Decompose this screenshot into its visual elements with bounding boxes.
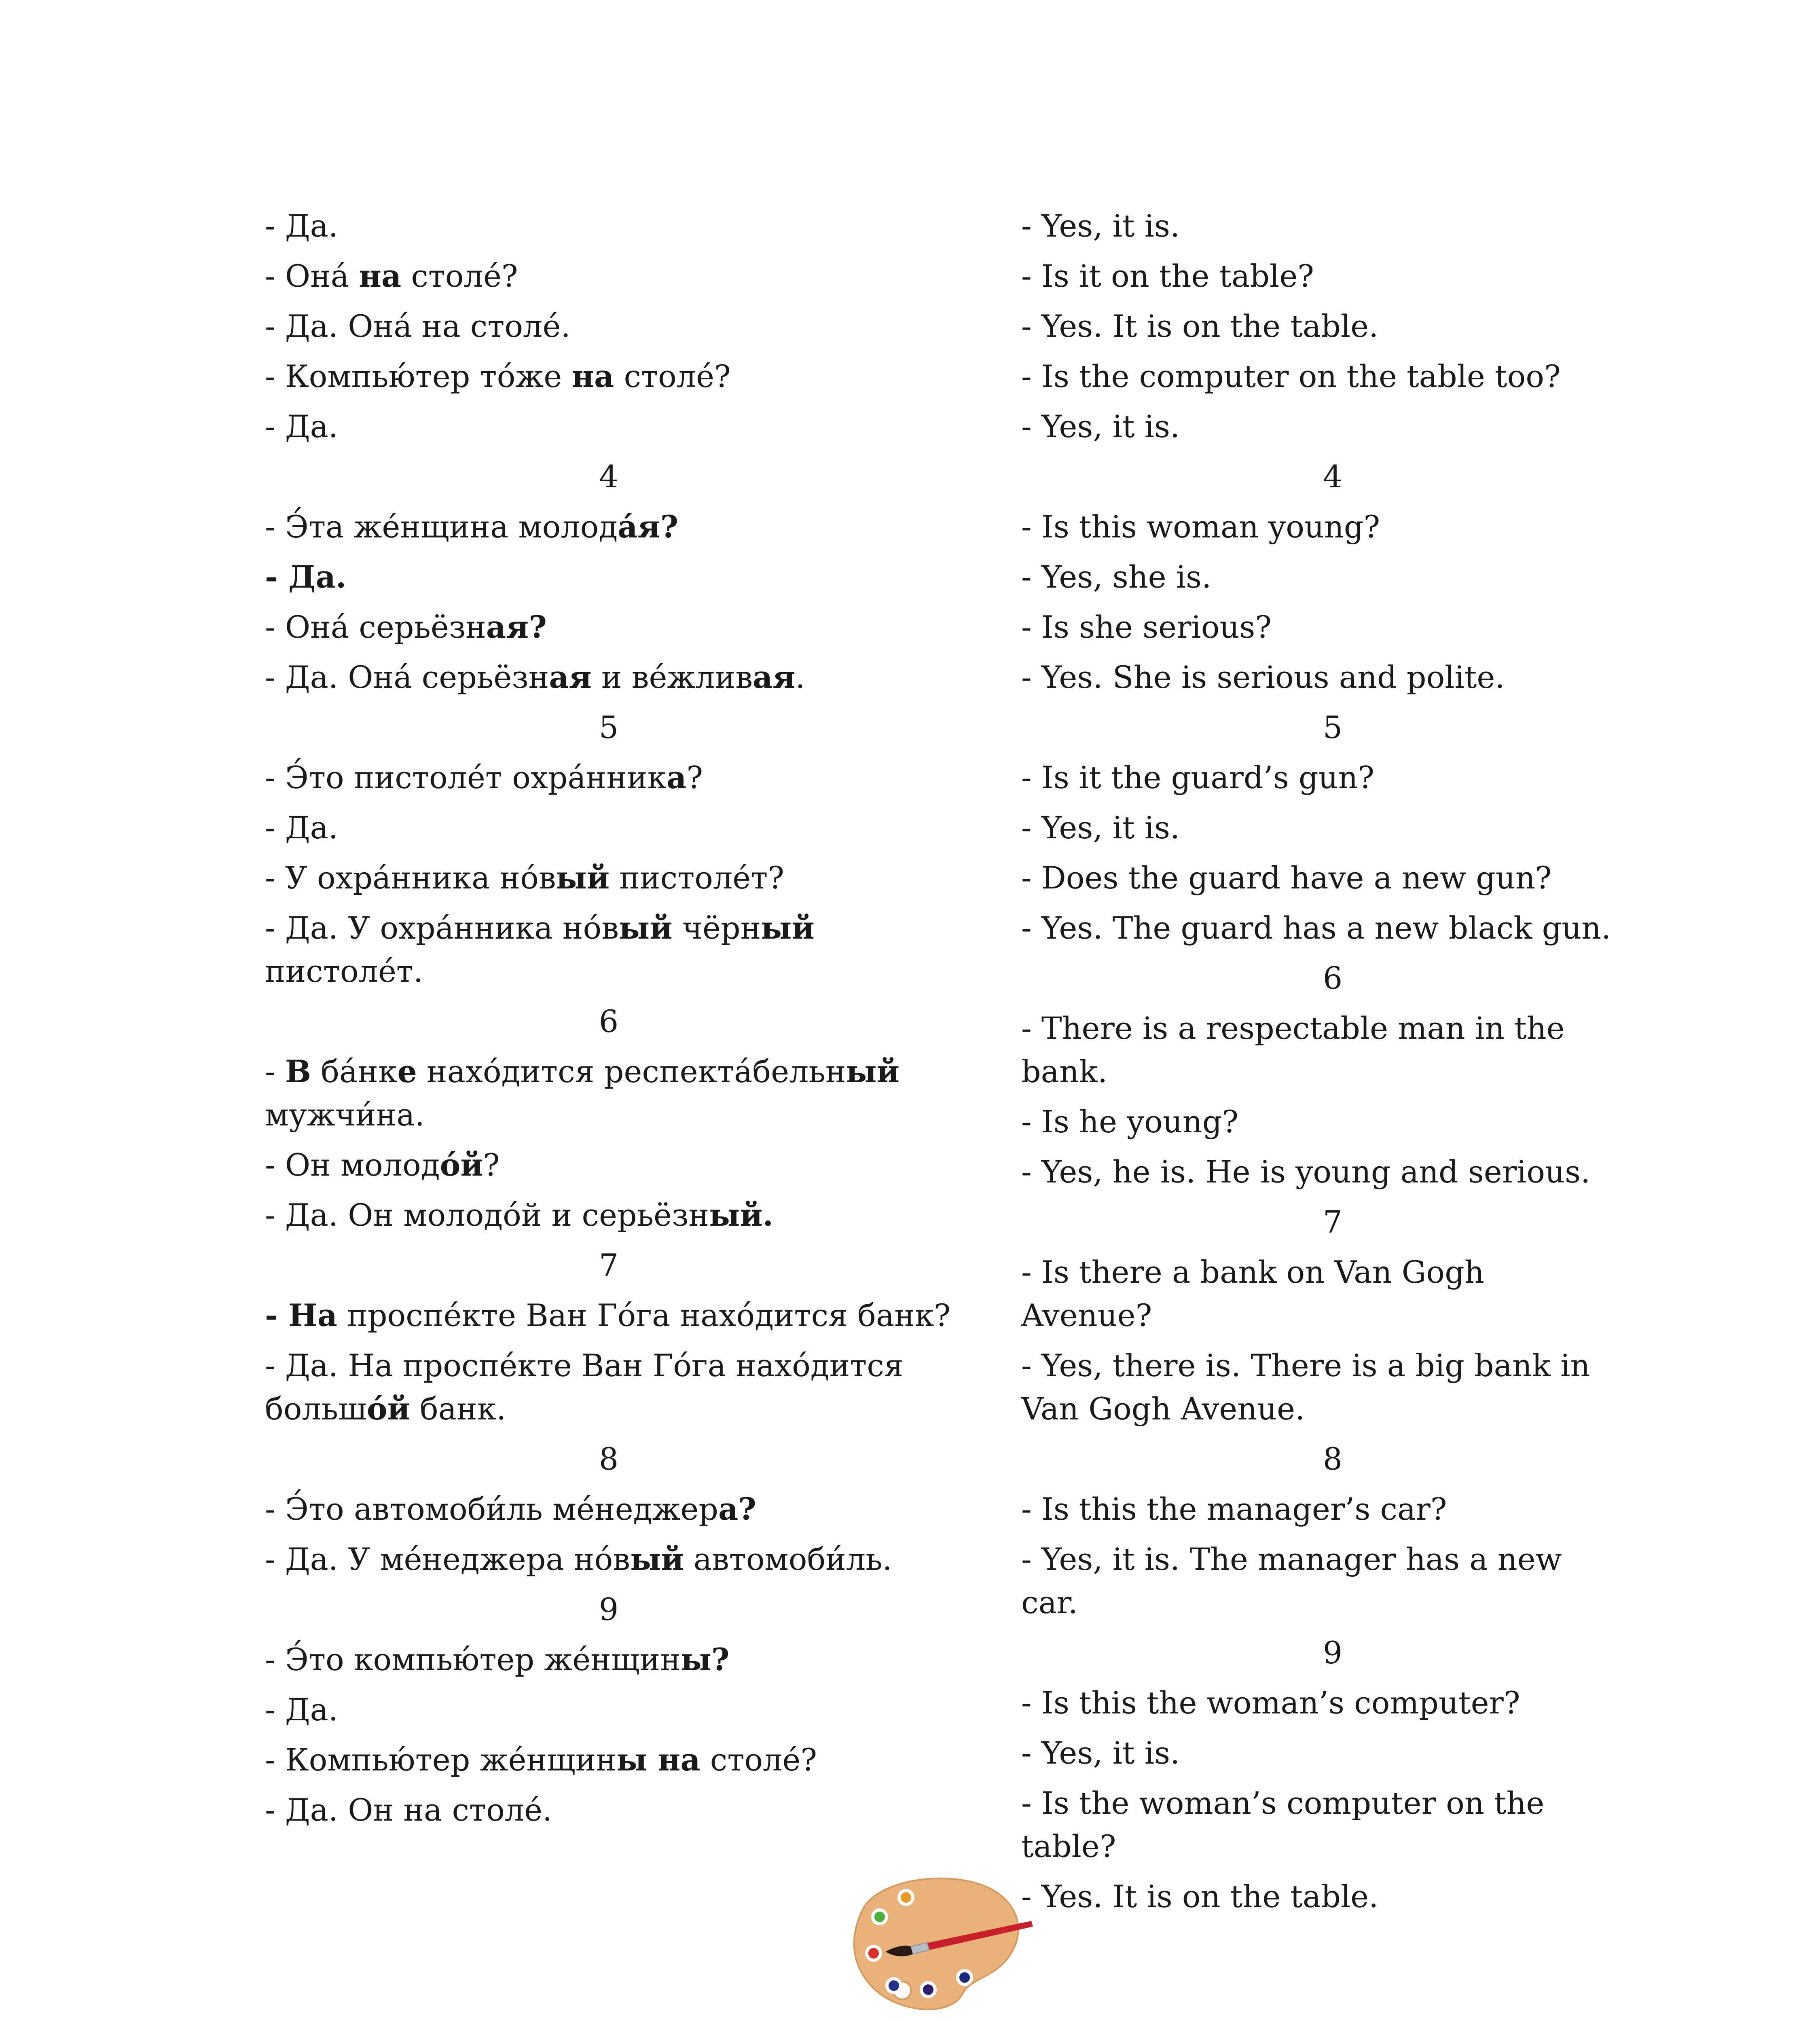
text-run: 4	[1323, 459, 1343, 495]
text-run: - Она́	[265, 258, 359, 294]
text-run: - Да.	[265, 408, 339, 444]
text-run: 6	[1323, 960, 1343, 996]
paint-blob-red	[867, 1946, 880, 1960]
dialog-line	[265, 505, 952, 549]
emphasized-text: ый	[630, 1541, 684, 1577]
text-run: 9	[1323, 1635, 1343, 1671]
dialog-line	[1021, 505, 1644, 549]
emphasized-text: а́я?	[618, 509, 679, 545]
dialog-line	[1021, 355, 1644, 398]
dialog-line	[1021, 856, 1644, 900]
dialog-section-number	[265, 1588, 952, 1631]
emphasized-text: ы на	[616, 1742, 700, 1778]
dialog-line	[1021, 1344, 1644, 1387]
dialog-section-number	[1021, 1437, 1644, 1481]
dialog-line	[1021, 1538, 1644, 1581]
text-run: 4	[599, 459, 619, 495]
text-run: - Yes. It is on the table.	[1021, 1878, 1379, 1914]
dialog-line	[1021, 1050, 1644, 1093]
dialog-line	[265, 656, 952, 699]
text-run: - Is it the guard’s gun?	[1021, 759, 1375, 795]
dialog-line	[265, 906, 952, 950]
text-run: - Да. Он молодо́й и серьёзн	[265, 1197, 709, 1233]
text-run: столе́?	[401, 258, 518, 294]
text-run: - Yes, it is.	[1021, 1735, 1180, 1771]
dialog-line	[1021, 1825, 1644, 1868]
text-run: - Она́ серьёзн	[265, 609, 486, 645]
dialog-line	[1021, 254, 1644, 298]
emphasized-text: ый	[556, 860, 610, 896]
dialog-line	[265, 1638, 952, 1681]
emphasized-text: е	[397, 1053, 417, 1089]
dialog-line	[1021, 906, 1644, 950]
paint-blob-green	[873, 1910, 887, 1924]
paint-blob-orange	[899, 1891, 913, 1904]
text-run: 7	[599, 1247, 619, 1283]
text-run: - Э́то компью́тер же́нщин	[265, 1641, 681, 1677]
text-run: - Да. У ме́неджера но́в	[265, 1541, 631, 1577]
text-run: car.	[1021, 1584, 1078, 1620]
emphasized-text: ый	[619, 910, 673, 946]
text-run: - Yes. It is on the table.	[1021, 308, 1379, 344]
text-run: - Компью́тер же́нщин	[265, 1742, 617, 1778]
text-run: - Он молод	[265, 1147, 440, 1183]
emphasized-text: ый.	[709, 1197, 774, 1233]
text-run: - Да. У охра́нника но́в	[265, 910, 619, 946]
dialog-line	[1021, 1681, 1644, 1725]
emphasized-text: на	[359, 258, 402, 294]
dialog-line	[1021, 1150, 1644, 1194]
dialog-section-number	[265, 706, 952, 749]
text-run: столе́?	[700, 1742, 817, 1778]
emphasized-text: ая?	[486, 609, 547, 645]
dialog-section-number	[265, 1244, 952, 1287]
dialog-line	[265, 1738, 952, 1782]
text-run: 6	[599, 1003, 619, 1039]
text-run: - Yes. She is serious and polite.	[1021, 659, 1505, 695]
text-run: - Да. На проспе́кте Ван Го́га нахо́дится	[265, 1347, 904, 1383]
dialog-line	[1021, 1007, 1644, 1050]
text-run: -	[265, 1053, 285, 1089]
emphasized-text: ая	[549, 659, 592, 695]
paint-blob-navy	[958, 1971, 971, 1984]
dialog-line	[265, 254, 952, 298]
paint-palette-icon	[841, 1860, 1052, 2022]
text-run: 5	[599, 709, 619, 745]
text-run: 7	[1323, 1204, 1343, 1240]
text-run: мужчи́на.	[265, 1097, 425, 1133]
text-run: - Да. Она́ серьёзн	[265, 659, 549, 695]
dialog-section-number	[1021, 956, 1644, 1000]
text-run: - Да.	[265, 1692, 339, 1728]
dialog-line	[265, 355, 952, 398]
text-run: - Компью́тер то́же	[265, 358, 572, 394]
text-run: - Э́то автомоби́ль ме́неджер	[265, 1491, 718, 1527]
text-run: ?	[483, 1147, 500, 1183]
text-run: - Да. Он на столе́.	[265, 1792, 552, 1828]
dialog-line	[265, 204, 952, 248]
dialog-line	[1021, 1781, 1644, 1825]
text-run: больш	[265, 1391, 367, 1427]
dialog-line	[265, 1193, 952, 1237]
text-run: Avenue?	[1021, 1297, 1152, 1333]
text-run: 5	[1323, 709, 1343, 745]
text-run: автомоби́ль.	[684, 1541, 892, 1577]
dialog-line	[265, 1294, 952, 1337]
dialog-line	[265, 405, 952, 448]
text-run: ?	[686, 759, 703, 795]
emphasized-text: В	[285, 1053, 311, 1089]
text-run: 8	[1323, 1441, 1343, 1477]
text-run: - Yes, there is. There is a big bank in	[1021, 1347, 1590, 1383]
emphasized-text: на	[571, 358, 614, 394]
text-run: нахо́дится респекта́бельн	[417, 1053, 846, 1089]
dialog-line	[265, 1387, 952, 1431]
dialog-line	[1021, 756, 1644, 799]
text-run: чёрн	[672, 910, 761, 946]
text-run: - Yes, she is.	[1021, 559, 1212, 595]
emphasized-text: ый	[761, 910, 815, 946]
dialog-line	[265, 605, 952, 649]
dialog-line	[265, 950, 952, 993]
text-run: - Yes, it is. The manager has a new	[1021, 1541, 1562, 1577]
text-run: - Does the guard have a new gun?	[1021, 860, 1552, 896]
dialog-line	[265, 1688, 952, 1732]
dialog-section-number	[265, 1437, 952, 1481]
dialog-line	[265, 756, 952, 799]
emphasized-text: ый	[846, 1053, 900, 1089]
text-run: - Да.	[265, 208, 339, 244]
paint-blob-blue	[887, 1979, 901, 1992]
text-run: ба́нк	[311, 1053, 398, 1089]
text-run: - Yes, he is. He is young and serious.	[1021, 1154, 1591, 1190]
text-run: - Is it on the table?	[1021, 258, 1314, 294]
dialog-line	[1021, 204, 1644, 248]
text-run: bank.	[1021, 1053, 1108, 1089]
text-run: - Is this the woman’s computer?	[1021, 1685, 1520, 1721]
dialog-line	[1021, 1875, 1644, 1918]
dialog-section-number	[1021, 1200, 1644, 1244]
emphasized-text: о́й	[440, 1147, 483, 1183]
dialog-line	[1021, 1387, 1644, 1431]
dialog-line	[1021, 1250, 1644, 1294]
text-run: - Э́та же́нщина молод	[265, 509, 618, 545]
dialog-section-number	[1021, 706, 1644, 749]
text-run: table?	[1021, 1828, 1116, 1864]
dialog-section-number	[1021, 455, 1644, 499]
text-run: пистоле́т.	[265, 953, 423, 989]
dialog-line	[1021, 1100, 1644, 1144]
dialog-section-number	[265, 455, 952, 499]
dialog-line	[265, 1344, 952, 1387]
text-run: проспе́кте Ван Го́га нахо́дится банк?	[337, 1297, 951, 1333]
dialog-section-number	[1021, 1631, 1644, 1675]
dialog-line	[1021, 1581, 1644, 1624]
emphasized-text: а	[667, 759, 687, 795]
dialog-line	[1021, 405, 1644, 448]
dialog-line	[265, 305, 952, 348]
text-run: - Is she serious?	[1021, 609, 1272, 645]
text-run: - Is there a bank on Van Gogh	[1021, 1254, 1484, 1290]
emphasized-text: - На	[265, 1297, 338, 1333]
dialog-line	[265, 555, 952, 599]
dialog-line	[265, 1143, 952, 1187]
text-run: - Yes, it is.	[1021, 208, 1180, 244]
dialog-line	[1021, 305, 1644, 348]
text-run: столе́?	[614, 358, 731, 394]
emphasized-text: ая	[753, 659, 796, 695]
emphasized-text: о́й	[366, 1391, 410, 1427]
text-run: .	[795, 659, 805, 695]
emphasized-text: ы?	[680, 1641, 730, 1677]
text-run: и ве́жлив	[591, 659, 753, 695]
text-run: пистоле́т?	[609, 860, 785, 896]
text-run: - Is this woman young?	[1021, 509, 1380, 545]
text-run: банк.	[410, 1391, 506, 1427]
text-run: 9	[599, 1591, 619, 1627]
paint-blob-indigo	[921, 1983, 935, 1997]
dialog-section-number	[265, 1000, 952, 1043]
text-run: - Is he young?	[1021, 1104, 1239, 1140]
text-run: - Yes, it is.	[1021, 408, 1180, 444]
text-run: - Is the computer on the table too?	[1021, 358, 1561, 394]
text-run: - У охра́нника но́в	[265, 860, 556, 896]
dialog-line	[1021, 555, 1644, 599]
dialog-line	[1021, 656, 1644, 699]
dialog-line	[265, 856, 952, 900]
text-run: - Yes. The guard has a new black gun.	[1021, 910, 1611, 946]
dialog-line	[1021, 1294, 1644, 1337]
dialog-line	[1021, 605, 1644, 649]
dialog-line	[265, 1093, 952, 1137]
dialog-line	[265, 1050, 952, 1093]
emphasized-text: - Да.	[265, 559, 347, 595]
text-run: - Yes, it is.	[1021, 810, 1180, 846]
dialog-line	[265, 806, 952, 850]
text-run: - Э́то пистоле́т охра́нник	[265, 759, 667, 795]
dialog-line	[1021, 1487, 1644, 1531]
text-run: - There is a respectable man in the	[1021, 1010, 1565, 1046]
dialog-line	[265, 1538, 952, 1581]
text-run: - Да. Она́ на столе́.	[265, 308, 571, 344]
text-run: Van Gogh Avenue.	[1021, 1391, 1305, 1427]
text-run: - Is this the manager’s car?	[1021, 1491, 1447, 1527]
dialog-line	[1021, 1731, 1644, 1775]
dialog-line	[1021, 806, 1644, 850]
text-run: - Да.	[265, 810, 339, 846]
text-run: 8	[599, 1441, 619, 1477]
dialog-line	[265, 1487, 952, 1531]
text-run: - Is the woman’s computer on the	[1021, 1785, 1545, 1821]
emphasized-text: а?	[718, 1491, 756, 1527]
dialog-line	[265, 1788, 952, 1832]
